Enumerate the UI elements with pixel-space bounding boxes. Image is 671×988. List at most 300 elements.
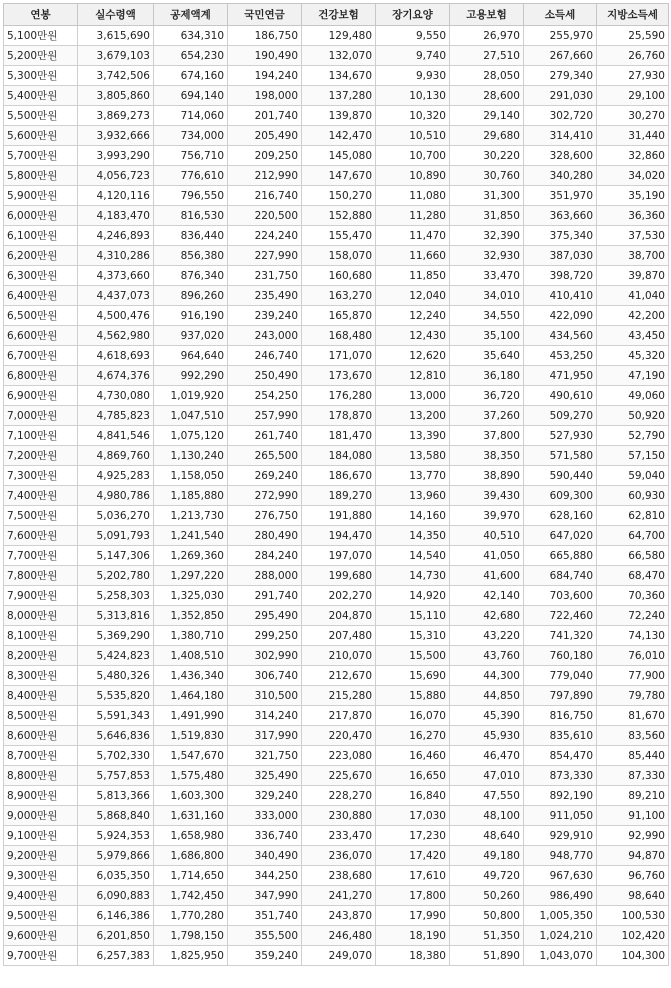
header-income-tax: 소득세 (524, 4, 597, 26)
income-tax-cell: 340,280 (524, 166, 597, 186)
salary-cell: 6,600만원 (4, 326, 78, 346)
employment-insurance-cell: 44,300 (450, 666, 524, 686)
total-deduction-cell: 1,436,340 (154, 666, 228, 686)
health-insurance-cell: 225,670 (302, 766, 376, 786)
income-tax-cell: 1,043,070 (524, 946, 597, 966)
table-row (4, 526, 669, 546)
total-deduction-cell: 1,464,180 (154, 686, 228, 706)
employment-insurance-cell: 43,220 (450, 626, 524, 646)
local-income-tax-cell: 45,320 (597, 346, 669, 366)
national-pension-cell: 265,500 (228, 446, 302, 466)
national-pension-cell: 239,240 (228, 306, 302, 326)
salary-cell: 8,200만원 (4, 646, 78, 666)
header-employment-insurance: 고용보험 (450, 4, 524, 26)
employment-insurance-cell: 31,300 (450, 186, 524, 206)
employment-insurance-cell: 30,760 (450, 166, 524, 186)
health-insurance-cell: 238,680 (302, 866, 376, 886)
local-income-tax-cell: 104,300 (597, 946, 669, 966)
total-deduction-cell: 836,440 (154, 226, 228, 246)
national-pension-cell: 321,750 (228, 746, 302, 766)
income-tax-cell: 351,970 (524, 186, 597, 206)
national-pension-cell: 250,490 (228, 366, 302, 386)
total-deduction-cell: 1,130,240 (154, 446, 228, 466)
local-income-tax-cell: 68,470 (597, 566, 669, 586)
table-body (4, 26, 669, 966)
employment-insurance-cell: 41,050 (450, 546, 524, 566)
table-row (4, 746, 669, 766)
net-pay-cell: 5,480,326 (78, 666, 154, 686)
local-income-tax-cell: 32,860 (597, 146, 669, 166)
health-insurance-cell: 230,880 (302, 806, 376, 826)
table-row (4, 46, 669, 66)
income-tax-cell: 609,300 (524, 486, 597, 506)
table-row (4, 466, 669, 486)
income-tax-cell: 302,720 (524, 106, 597, 126)
net-pay-cell: 3,805,860 (78, 86, 154, 106)
national-pension-cell: 212,990 (228, 166, 302, 186)
health-insurance-cell: 181,470 (302, 426, 376, 446)
long-term-care-cell: 17,030 (376, 806, 450, 826)
total-deduction-cell: 714,060 (154, 106, 228, 126)
employment-insurance-cell: 42,680 (450, 606, 524, 626)
net-pay-cell: 5,202,780 (78, 566, 154, 586)
local-income-tax-cell: 77,900 (597, 666, 669, 686)
health-insurance-cell: 163,270 (302, 286, 376, 306)
long-term-care-cell: 14,160 (376, 506, 450, 526)
total-deduction-cell: 1,631,160 (154, 806, 228, 826)
national-pension-cell: 198,000 (228, 86, 302, 106)
total-deduction-cell: 1,770,280 (154, 906, 228, 926)
health-insurance-cell: 236,070 (302, 846, 376, 866)
header-long-term-care: 장기요양 (376, 4, 450, 26)
income-tax-cell: 647,020 (524, 526, 597, 546)
table-row (4, 906, 669, 926)
net-pay-cell: 5,646,836 (78, 726, 154, 746)
table-header (4, 4, 669, 26)
employment-insurance-cell: 28,050 (450, 66, 524, 86)
total-deduction-cell: 1,047,510 (154, 406, 228, 426)
total-deduction-cell: 1,019,920 (154, 386, 228, 406)
total-deduction-cell: 1,075,120 (154, 426, 228, 446)
net-pay-cell: 4,869,760 (78, 446, 154, 466)
income-tax-cell: 291,030 (524, 86, 597, 106)
net-pay-cell: 3,869,273 (78, 106, 154, 126)
health-insurance-cell: 129,480 (302, 26, 376, 46)
salary-cell: 5,700만원 (4, 146, 78, 166)
salary-cell: 9,500만원 (4, 906, 78, 926)
net-pay-cell: 4,120,116 (78, 186, 154, 206)
income-tax-cell: 628,160 (524, 506, 597, 526)
health-insurance-cell: 150,270 (302, 186, 376, 206)
health-insurance-cell: 160,680 (302, 266, 376, 286)
salary-cell: 7,200만원 (4, 446, 78, 466)
employment-insurance-cell: 38,350 (450, 446, 524, 466)
salary-cell: 5,500만원 (4, 106, 78, 126)
national-pension-cell: 216,740 (228, 186, 302, 206)
employment-insurance-cell: 27,510 (450, 46, 524, 66)
salary-cell: 6,800만원 (4, 366, 78, 386)
employment-insurance-cell: 36,180 (450, 366, 524, 386)
net-pay-cell: 5,924,353 (78, 826, 154, 846)
local-income-tax-cell: 83,560 (597, 726, 669, 746)
health-insurance-cell: 194,470 (302, 526, 376, 546)
net-pay-cell: 4,246,893 (78, 226, 154, 246)
table-row (4, 226, 669, 246)
salary-cell: 5,200만원 (4, 46, 78, 66)
net-pay-cell: 5,535,820 (78, 686, 154, 706)
national-pension-cell: 288,000 (228, 566, 302, 586)
long-term-care-cell: 9,740 (376, 46, 450, 66)
long-term-care-cell: 13,580 (376, 446, 450, 466)
health-insurance-cell: 197,070 (302, 546, 376, 566)
long-term-care-cell: 16,650 (376, 766, 450, 786)
long-term-care-cell: 11,280 (376, 206, 450, 226)
national-pension-cell: 336,740 (228, 826, 302, 846)
total-deduction-cell: 1,575,480 (154, 766, 228, 786)
salary-cell: 9,100만원 (4, 826, 78, 846)
table-row (4, 206, 669, 226)
national-pension-cell: 280,490 (228, 526, 302, 546)
salary-table-container (3, 3, 668, 966)
long-term-care-cell: 13,000 (376, 386, 450, 406)
total-deduction-cell: 1,380,710 (154, 626, 228, 646)
net-pay-cell: 6,201,850 (78, 926, 154, 946)
employment-insurance-cell: 51,890 (450, 946, 524, 966)
health-insurance-cell: 165,870 (302, 306, 376, 326)
national-pension-cell: 194,240 (228, 66, 302, 86)
net-pay-cell: 4,730,080 (78, 386, 154, 406)
health-insurance-cell: 134,670 (302, 66, 376, 86)
table-row (4, 126, 669, 146)
employment-insurance-cell: 34,010 (450, 286, 524, 306)
table-row (4, 86, 669, 106)
net-pay-cell: 5,424,823 (78, 646, 154, 666)
net-pay-cell: 3,993,290 (78, 146, 154, 166)
long-term-care-cell: 12,430 (376, 326, 450, 346)
national-pension-cell: 243,000 (228, 326, 302, 346)
long-term-care-cell: 17,990 (376, 906, 450, 926)
total-deduction-cell: 1,798,150 (154, 926, 228, 946)
table-row (4, 706, 669, 726)
health-insurance-cell: 228,270 (302, 786, 376, 806)
income-tax-cell: 571,580 (524, 446, 597, 466)
national-pension-cell: 306,740 (228, 666, 302, 686)
table-row (4, 446, 669, 466)
income-tax-cell: 453,250 (524, 346, 597, 366)
employment-insurance-cell: 49,720 (450, 866, 524, 886)
local-income-tax-cell: 92,990 (597, 826, 669, 846)
salary-cell: 6,900만원 (4, 386, 78, 406)
table-row (4, 606, 669, 626)
long-term-care-cell: 13,200 (376, 406, 450, 426)
local-income-tax-cell: 38,700 (597, 246, 669, 266)
income-tax-cell: 760,180 (524, 646, 597, 666)
long-term-care-cell: 11,660 (376, 246, 450, 266)
income-tax-cell: 779,040 (524, 666, 597, 686)
income-tax-cell: 328,600 (524, 146, 597, 166)
health-insurance-cell: 241,270 (302, 886, 376, 906)
total-deduction-cell: 1,325,030 (154, 586, 228, 606)
employment-insurance-cell: 26,970 (450, 26, 524, 46)
long-term-care-cell: 13,770 (376, 466, 450, 486)
health-insurance-cell: 249,070 (302, 946, 376, 966)
local-income-tax-cell: 79,780 (597, 686, 669, 706)
table-row (4, 486, 669, 506)
employment-insurance-cell: 35,100 (450, 326, 524, 346)
income-tax-cell: 816,750 (524, 706, 597, 726)
long-term-care-cell: 16,270 (376, 726, 450, 746)
income-tax-cell: 363,660 (524, 206, 597, 226)
long-term-care-cell: 11,470 (376, 226, 450, 246)
salary-cell: 8,000만원 (4, 606, 78, 626)
long-term-care-cell: 9,550 (376, 26, 450, 46)
long-term-care-cell: 15,500 (376, 646, 450, 666)
header-local-income-tax: 지방소득세 (597, 4, 669, 26)
salary-cell: 5,600만원 (4, 126, 78, 146)
income-tax-cell: 279,340 (524, 66, 597, 86)
long-term-care-cell: 13,390 (376, 426, 450, 446)
income-tax-cell: 422,090 (524, 306, 597, 326)
salary-cell: 8,600만원 (4, 726, 78, 746)
local-income-tax-cell: 41,040 (597, 286, 669, 306)
long-term-care-cell: 16,070 (376, 706, 450, 726)
health-insurance-cell: 210,070 (302, 646, 376, 666)
health-insurance-cell: 142,470 (302, 126, 376, 146)
total-deduction-cell: 1,714,650 (154, 866, 228, 886)
table-row (4, 866, 669, 886)
employment-insurance-cell: 48,100 (450, 806, 524, 826)
income-tax-cell: 684,740 (524, 566, 597, 586)
national-pension-cell: 284,240 (228, 546, 302, 566)
health-insurance-cell: 178,870 (302, 406, 376, 426)
net-pay-cell: 3,932,666 (78, 126, 154, 146)
local-income-tax-cell: 25,590 (597, 26, 669, 46)
salary-cell: 5,100만원 (4, 26, 78, 46)
long-term-care-cell: 16,460 (376, 746, 450, 766)
income-tax-cell: 1,005,350 (524, 906, 597, 926)
long-term-care-cell: 17,800 (376, 886, 450, 906)
net-pay-cell: 4,373,660 (78, 266, 154, 286)
long-term-care-cell: 17,230 (376, 826, 450, 846)
national-pension-cell: 224,240 (228, 226, 302, 246)
long-term-care-cell: 11,080 (376, 186, 450, 206)
salary-cell: 9,400만원 (4, 886, 78, 906)
health-insurance-cell: 152,880 (302, 206, 376, 226)
net-pay-cell: 5,868,840 (78, 806, 154, 826)
employment-insurance-cell: 43,760 (450, 646, 524, 666)
total-deduction-cell: 1,158,050 (154, 466, 228, 486)
local-income-tax-cell: 31,440 (597, 126, 669, 146)
income-tax-cell: 797,890 (524, 686, 597, 706)
local-income-tax-cell: 27,930 (597, 66, 669, 86)
salary-cell: 6,100만원 (4, 226, 78, 246)
employment-insurance-cell: 36,720 (450, 386, 524, 406)
net-pay-cell: 3,615,690 (78, 26, 154, 46)
table-row (4, 666, 669, 686)
total-deduction-cell: 1,825,950 (154, 946, 228, 966)
total-deduction-cell: 964,640 (154, 346, 228, 366)
long-term-care-cell: 10,320 (376, 106, 450, 126)
table-row (4, 386, 669, 406)
health-insurance-cell: 139,870 (302, 106, 376, 126)
health-insurance-cell: 176,280 (302, 386, 376, 406)
net-pay-cell: 5,591,343 (78, 706, 154, 726)
employment-insurance-cell: 37,800 (450, 426, 524, 446)
long-term-care-cell: 10,130 (376, 86, 450, 106)
national-pension-cell: 254,250 (228, 386, 302, 406)
local-income-tax-cell: 36,360 (597, 206, 669, 226)
local-income-tax-cell: 52,790 (597, 426, 669, 446)
salary-table (3, 3, 669, 966)
salary-cell: 7,400만원 (4, 486, 78, 506)
national-pension-cell: 257,990 (228, 406, 302, 426)
salary-cell: 9,000만원 (4, 806, 78, 826)
national-pension-cell: 291,740 (228, 586, 302, 606)
local-income-tax-cell: 26,760 (597, 46, 669, 66)
local-income-tax-cell: 47,190 (597, 366, 669, 386)
local-income-tax-cell: 34,020 (597, 166, 669, 186)
net-pay-cell: 4,618,693 (78, 346, 154, 366)
health-insurance-cell: 145,080 (302, 146, 376, 166)
employment-insurance-cell: 29,680 (450, 126, 524, 146)
table-row (4, 646, 669, 666)
employment-insurance-cell: 30,220 (450, 146, 524, 166)
salary-cell: 6,400만원 (4, 286, 78, 306)
national-pension-cell: 317,990 (228, 726, 302, 746)
salary-cell: 8,900만원 (4, 786, 78, 806)
national-pension-cell: 302,990 (228, 646, 302, 666)
national-pension-cell: 246,740 (228, 346, 302, 366)
total-deduction-cell: 776,610 (154, 166, 228, 186)
total-deduction-cell: 1,297,220 (154, 566, 228, 586)
local-income-tax-cell: 37,530 (597, 226, 669, 246)
net-pay-cell: 6,035,350 (78, 866, 154, 886)
income-tax-cell: 490,610 (524, 386, 597, 406)
local-income-tax-cell: 43,450 (597, 326, 669, 346)
employment-insurance-cell: 46,470 (450, 746, 524, 766)
salary-cell: 6,500만원 (4, 306, 78, 326)
employment-insurance-cell: 39,430 (450, 486, 524, 506)
income-tax-cell: 967,630 (524, 866, 597, 886)
health-insurance-cell: 212,670 (302, 666, 376, 686)
long-term-care-cell: 15,110 (376, 606, 450, 626)
national-pension-cell: 272,990 (228, 486, 302, 506)
local-income-tax-cell: 94,870 (597, 846, 669, 866)
local-income-tax-cell: 91,100 (597, 806, 669, 826)
salary-cell: 8,300만원 (4, 666, 78, 686)
table-row (4, 926, 669, 946)
health-insurance-cell: 207,480 (302, 626, 376, 646)
salary-cell: 7,800만원 (4, 566, 78, 586)
net-pay-cell: 6,257,383 (78, 946, 154, 966)
table-row (4, 686, 669, 706)
health-insurance-cell: 199,680 (302, 566, 376, 586)
national-pension-cell: 355,500 (228, 926, 302, 946)
local-income-tax-cell: 85,440 (597, 746, 669, 766)
local-income-tax-cell: 72,240 (597, 606, 669, 626)
health-insurance-cell: 204,870 (302, 606, 376, 626)
long-term-care-cell: 12,040 (376, 286, 450, 306)
net-pay-cell: 4,437,073 (78, 286, 154, 306)
salary-cell: 9,700만원 (4, 946, 78, 966)
employment-insurance-cell: 50,800 (450, 906, 524, 926)
health-insurance-cell: 220,470 (302, 726, 376, 746)
local-income-tax-cell: 29,100 (597, 86, 669, 106)
long-term-care-cell: 16,840 (376, 786, 450, 806)
local-income-tax-cell: 87,330 (597, 766, 669, 786)
local-income-tax-cell: 42,200 (597, 306, 669, 326)
salary-cell: 6,700만원 (4, 346, 78, 366)
employment-insurance-cell: 28,600 (450, 86, 524, 106)
long-term-care-cell: 17,610 (376, 866, 450, 886)
salary-cell: 8,800만원 (4, 766, 78, 786)
employment-insurance-cell: 34,550 (450, 306, 524, 326)
local-income-tax-cell: 49,060 (597, 386, 669, 406)
employment-insurance-cell: 49,180 (450, 846, 524, 866)
net-pay-cell: 4,183,470 (78, 206, 154, 226)
long-term-care-cell: 15,880 (376, 686, 450, 706)
table-row (4, 426, 669, 446)
local-income-tax-cell: 81,670 (597, 706, 669, 726)
total-deduction-cell: 1,547,670 (154, 746, 228, 766)
total-deduction-cell: 796,550 (154, 186, 228, 206)
salary-cell: 7,600만원 (4, 526, 78, 546)
table-row (4, 626, 669, 646)
national-pension-cell: 186,750 (228, 26, 302, 46)
total-deduction-cell: 1,185,880 (154, 486, 228, 506)
employment-insurance-cell: 47,010 (450, 766, 524, 786)
employment-insurance-cell: 37,260 (450, 406, 524, 426)
salary-cell: 8,500만원 (4, 706, 78, 726)
salary-cell: 7,000만원 (4, 406, 78, 426)
header-total-deduction: 공제액계 (154, 4, 228, 26)
income-tax-cell: 1,024,210 (524, 926, 597, 946)
local-income-tax-cell: 62,810 (597, 506, 669, 526)
employment-insurance-cell: 32,390 (450, 226, 524, 246)
national-pension-cell: 220,500 (228, 206, 302, 226)
income-tax-cell: 741,320 (524, 626, 597, 646)
income-tax-cell: 509,270 (524, 406, 597, 426)
health-insurance-cell: 186,670 (302, 466, 376, 486)
long-term-care-cell: 10,510 (376, 126, 450, 146)
total-deduction-cell: 896,260 (154, 286, 228, 306)
employment-insurance-cell: 47,550 (450, 786, 524, 806)
salary-cell: 6,200만원 (4, 246, 78, 266)
total-deduction-cell: 1,686,800 (154, 846, 228, 866)
employment-insurance-cell: 45,930 (450, 726, 524, 746)
total-deduction-cell: 694,140 (154, 86, 228, 106)
total-deduction-cell: 1,658,980 (154, 826, 228, 846)
income-tax-cell: 665,880 (524, 546, 597, 566)
header-net-pay: 실수령액 (78, 4, 154, 26)
table-row (4, 566, 669, 586)
table-row (4, 806, 669, 826)
total-deduction-cell: 992,290 (154, 366, 228, 386)
local-income-tax-cell: 39,870 (597, 266, 669, 286)
table-row (4, 166, 669, 186)
long-term-care-cell: 18,190 (376, 926, 450, 946)
table-row (4, 106, 669, 126)
total-deduction-cell: 734,000 (154, 126, 228, 146)
long-term-care-cell: 12,810 (376, 366, 450, 386)
table-row (4, 506, 669, 526)
health-insurance-cell: 191,880 (302, 506, 376, 526)
header-row (4, 4, 669, 26)
income-tax-cell: 948,770 (524, 846, 597, 866)
local-income-tax-cell: 100,530 (597, 906, 669, 926)
salary-cell: 5,400만원 (4, 86, 78, 106)
income-tax-cell: 873,330 (524, 766, 597, 786)
